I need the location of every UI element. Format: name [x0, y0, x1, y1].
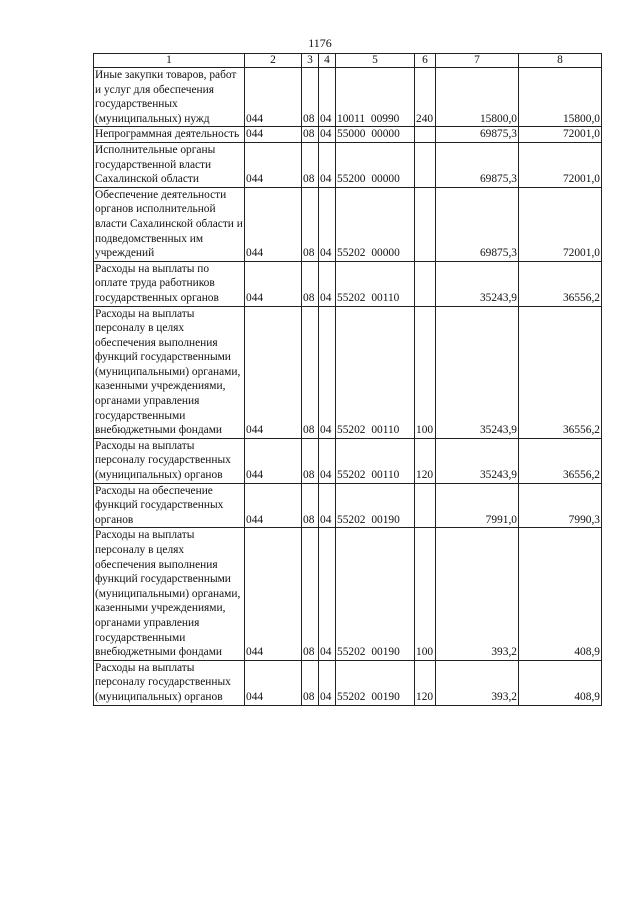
amount-year-2-cell: 408,9 — [519, 528, 602, 660]
subsection-code-cell: 04 — [319, 306, 336, 438]
amount-year-1-cell: 69875,3 — [436, 187, 519, 261]
amount-year-2-cell: 36556,2 — [519, 306, 602, 438]
section-code-cell: 08 — [302, 68, 319, 127]
amount-year-2-cell: 72001,0 — [519, 187, 602, 261]
amount-year-2-cell: 36556,2 — [519, 438, 602, 483]
subsection-code-cell: 04 — [319, 261, 336, 306]
amount-year-2-cell: 408,9 — [519, 660, 602, 705]
target-article-cell: 55202 00000 — [336, 187, 415, 261]
row-name-cell: Расходы на выплаты персоналу в целях обеспечения выполнения функций государственными (муниципальными) органами, казенными учреждениями, органами управления государственными внебюджетными фондами — [94, 306, 245, 438]
row-name-cell: Иные закупки товаров, работ и услуг для обеспечения государственных (муниципальных) нужд — [94, 68, 245, 127]
ministry-code-cell: 044 — [245, 306, 302, 438]
target-article-cell: 55202 00110 — [336, 261, 415, 306]
amount-year-1-cell: 35243,9 — [436, 306, 519, 438]
amount-year-1-cell: 35243,9 — [436, 438, 519, 483]
table-row — [94, 660, 602, 705]
section-code-cell: 08 — [302, 528, 319, 660]
ministry-code-cell: 044 — [245, 127, 302, 143]
ministry-code-cell: 044 — [245, 68, 302, 127]
ministry-code-cell: 044 — [245, 438, 302, 483]
subsection-code-cell: 04 — [319, 187, 336, 261]
row-name-cell: Расходы на выплаты по оплате труда работников государственных органов — [94, 261, 245, 306]
expense-type-cell — [415, 261, 436, 306]
ministry-code-cell: 044 — [245, 528, 302, 660]
row-name-cell: Расходы на обеспечение функций государственных органов — [94, 483, 245, 528]
amount-year-1-cell: 7991,0 — [436, 483, 519, 528]
amount-year-2-cell: 36556,2 — [519, 261, 602, 306]
section-code-cell: 08 — [302, 187, 319, 261]
subsection-code-cell: 04 — [319, 528, 336, 660]
amount-year-1-cell: 393,2 — [436, 528, 519, 660]
subsection-code-cell: 04 — [319, 438, 336, 483]
row-name-cell: Исполнительные органы государственной власти Сахалинской области — [94, 142, 245, 187]
expense-type-cell: 120 — [415, 660, 436, 705]
table-row — [94, 127, 602, 143]
target-article-cell: 55200 00000 — [336, 142, 415, 187]
page-number: 1176 — [308, 36, 332, 50]
column-header-5: 5 — [336, 54, 415, 68]
row-name-cell: Расходы на выплаты персоналу государственных (муниципальных) органов — [94, 438, 245, 483]
row-name-cell: Непрограммная деятельность — [94, 127, 245, 143]
section-code-cell: 08 — [302, 306, 319, 438]
target-article-cell: 55000 00000 — [336, 127, 415, 143]
expense-type-cell — [415, 483, 436, 528]
column-header-3: 3 — [302, 54, 319, 68]
amount-year-1-cell: 69875,3 — [436, 127, 519, 143]
amount-year-2-cell: 15800,0 — [519, 68, 602, 127]
subsection-code-cell: 04 — [319, 127, 336, 143]
amount-year-2-cell: 72001,0 — [519, 142, 602, 187]
table-row — [94, 187, 602, 261]
expense-type-cell — [415, 142, 436, 187]
subsection-code-cell: 04 — [319, 68, 336, 127]
column-header-2: 2 — [245, 54, 302, 68]
column-header-4: 4 — [319, 54, 336, 68]
table-row — [94, 528, 602, 660]
table-header-row — [94, 54, 602, 68]
ministry-code-cell: 044 — [245, 142, 302, 187]
expense-type-cell: 120 — [415, 438, 436, 483]
section-code-cell: 08 — [302, 483, 319, 528]
table-row — [94, 438, 602, 483]
target-article-cell: 55202 00110 — [336, 438, 415, 483]
amount-year-1-cell: 15800,0 — [436, 68, 519, 127]
expense-type-cell — [415, 187, 436, 261]
table-body — [94, 68, 602, 706]
row-name-cell: Обеспечение деятельности органов исполнительной власти Сахалинской области и подведомственных им учреждений — [94, 187, 245, 261]
amount-year-1-cell: 35243,9 — [436, 261, 519, 306]
table-row — [94, 306, 602, 438]
column-header-8: 8 — [519, 54, 602, 68]
column-header-6: 6 — [415, 54, 436, 68]
expense-type-cell: 100 — [415, 306, 436, 438]
ministry-code-cell: 044 — [245, 660, 302, 705]
expense-type-cell: 240 — [415, 68, 436, 127]
amount-year-2-cell: 72001,0 — [519, 127, 602, 143]
section-code-cell: 08 — [302, 261, 319, 306]
subsection-code-cell: 04 — [319, 660, 336, 705]
target-article-cell: 55202 00190 — [336, 483, 415, 528]
table-row — [94, 68, 602, 127]
section-code-cell: 08 — [302, 127, 319, 143]
target-article-cell: 55202 00190 — [336, 528, 415, 660]
column-header-7: 7 — [436, 54, 519, 68]
table-row — [94, 261, 602, 306]
ministry-code-cell: 044 — [245, 187, 302, 261]
target-article-cell: 10011 00990 — [336, 68, 415, 127]
amount-year-1-cell: 393,2 — [436, 660, 519, 705]
subsection-code-cell: 04 — [319, 483, 336, 528]
target-article-cell: 55202 00190 — [336, 660, 415, 705]
row-name-cell: Расходы на выплаты персоналу в целях обеспечения выполнения функций государственными (муниципальными) органами, казенными учреждениями, органами управления государственными внебюджетными фондами — [94, 528, 245, 660]
table-row — [94, 483, 602, 528]
section-code-cell: 08 — [302, 142, 319, 187]
target-article-cell: 55202 00110 — [336, 306, 415, 438]
section-code-cell: 08 — [302, 438, 319, 483]
budget-table — [93, 53, 602, 706]
section-code-cell: 08 — [302, 660, 319, 705]
amount-year-2-cell: 7990,3 — [519, 483, 602, 528]
subsection-code-cell: 04 — [319, 142, 336, 187]
row-name-cell: Расходы на выплаты персоналу государственных (муниципальных) органов — [94, 660, 245, 705]
ministry-code-cell: 044 — [245, 261, 302, 306]
ministry-code-cell: 044 — [245, 483, 302, 528]
expense-type-cell: 100 — [415, 528, 436, 660]
table-row — [94, 142, 602, 187]
amount-year-1-cell: 69875,3 — [436, 142, 519, 187]
column-header-1: 1 — [94, 54, 245, 68]
expense-type-cell — [415, 127, 436, 143]
